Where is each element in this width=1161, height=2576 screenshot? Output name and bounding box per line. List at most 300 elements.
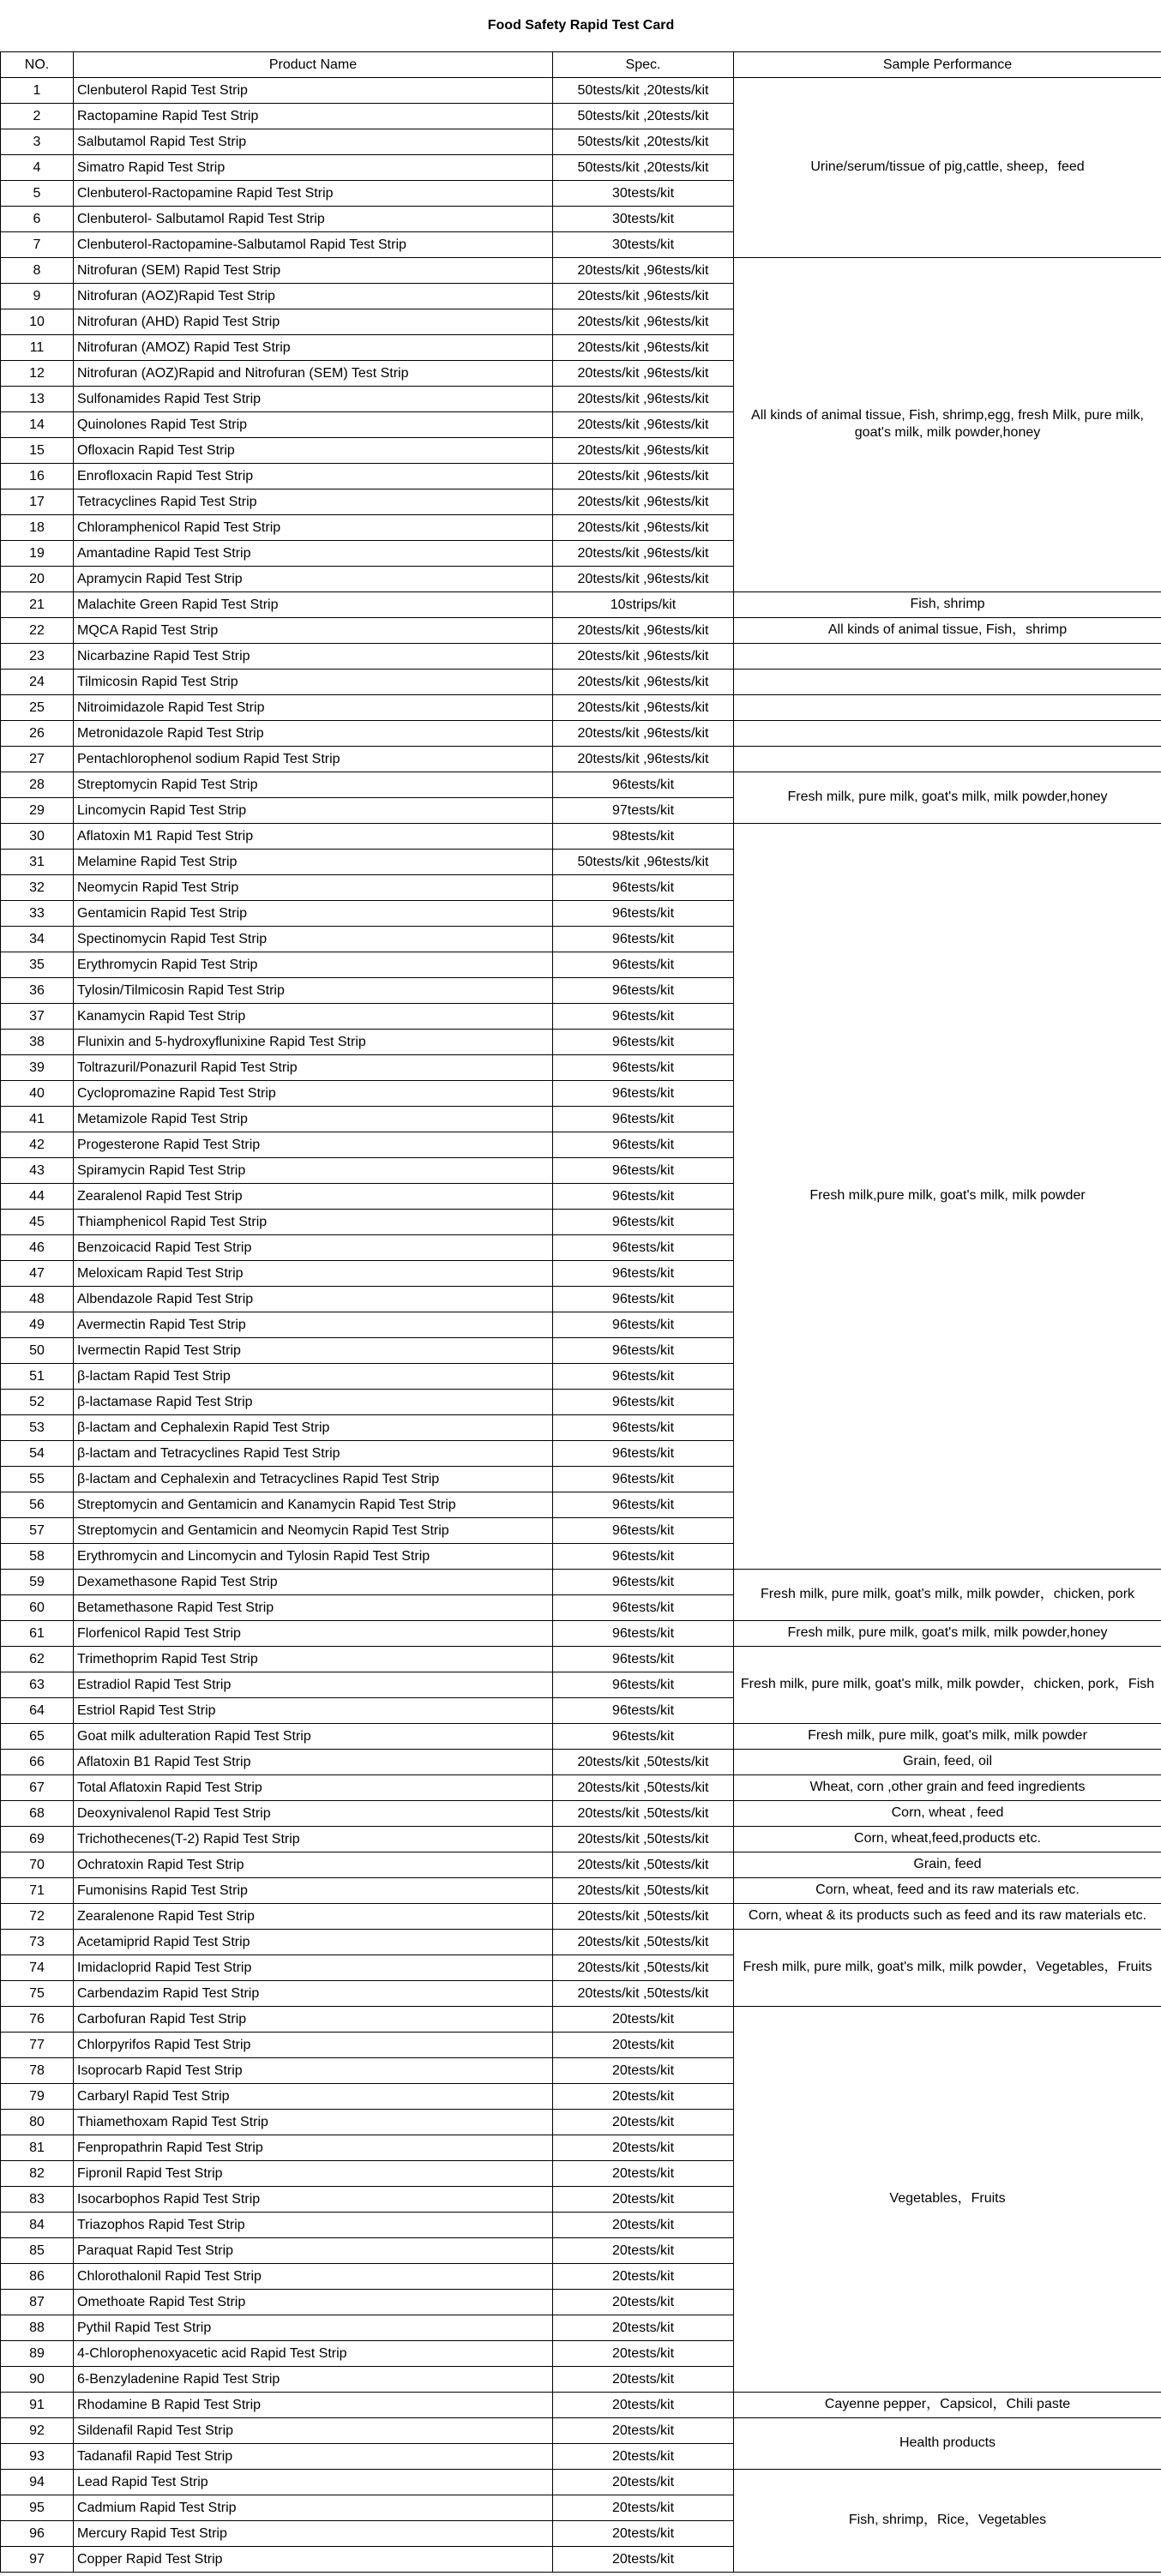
product-name: MQCA Rapid Test Strip: [74, 617, 553, 643]
product-name: Quinolones Rapid Test Strip: [74, 411, 553, 437]
product-no: 48: [1, 1286, 74, 1312]
product-spec: 96tests/kit: [553, 1234, 734, 1260]
product-spec: 20tests/kit: [553, 2212, 734, 2237]
product-no: 91: [1, 2392, 74, 2417]
product-spec: 20tests/kit: [553, 2057, 734, 2083]
product-name: Toltrazuril/Ponazuril Rapid Test Strip: [74, 1054, 553, 1080]
product-spec: 50tests/kit ,20tests/kit: [553, 77, 734, 103]
product-no: 44: [1, 1183, 74, 1209]
product-spec: 20tests/kit: [553, 2160, 734, 2186]
product-no: 6: [1, 206, 74, 231]
product-no: 25: [1, 694, 74, 720]
product-name: Thiamphenicol Rapid Test Strip: [74, 1209, 553, 1234]
table-row: [1, 2417, 1161, 2443]
sample-performance: Corn, wheat , feed: [734, 1800, 1161, 1826]
product-no: 41: [1, 1106, 74, 1132]
product-name: β-lactam and Cephalexin Rapid Test Strip: [74, 1414, 553, 1440]
product-name: Nitrofuran (AOZ)Rapid and Nitrofuran (SEM) Test Strip: [74, 360, 553, 386]
sample-performance: All kinds of animal tissue, Fish, shrimp,egg, fresh Milk, pure milk, goat's milk, milk powder,honey: [734, 257, 1161, 591]
product-no: 26: [1, 720, 74, 746]
title-row: [1, 0, 1161, 51]
product-name: Tylosin/Tilmicosin Rapid Test Strip: [74, 977, 553, 1003]
product-no: 82: [1, 2160, 74, 2186]
product-spec: 96tests/kit: [553, 1080, 734, 1106]
product-name: Lincomycin Rapid Test Strip: [74, 797, 553, 823]
product-no: 19: [1, 540, 74, 566]
product-name: Isocarbophos Rapid Test Strip: [74, 2186, 553, 2212]
product-spec: 96tests/kit: [553, 1132, 734, 1157]
product-name: Paraquat Rapid Test Strip: [74, 2237, 553, 2263]
product-name: Clenbuterol- Salbutamol Rapid Test Strip: [74, 206, 553, 231]
product-name: Albendazole Rapid Test Strip: [74, 1286, 553, 1312]
product-name: Imidacloprid Rapid Test Strip: [74, 1955, 553, 1980]
product-name: Metronidazole Rapid Test Strip: [74, 720, 553, 746]
product-spec: 20tests/kit ,96tests/kit: [553, 411, 734, 437]
sample-performance: Fish, shrimp，Rice，Vegetables: [734, 2469, 1161, 2572]
sample-performance: Fresh milk, pure milk, goat's milk, milk powder: [734, 1723, 1161, 1749]
product-name: Melamine Rapid Test Strip: [74, 849, 553, 874]
product-spec: 96tests/kit: [553, 1389, 734, 1414]
table-row: [1, 617, 1161, 643]
product-name: Erythromycin Rapid Test Strip: [74, 952, 553, 977]
product-name: Thiamethoxam Rapid Test Strip: [74, 2109, 553, 2135]
product-name: Lead Rapid Test Strip: [74, 2469, 553, 2495]
product-spec: 20tests/kit: [553, 2520, 734, 2546]
sample-performance: Vegetables，Fruits: [734, 2006, 1161, 2392]
product-no: 30: [1, 823, 74, 849]
product-no: 51: [1, 1363, 74, 1389]
product-name: Cadmium Rapid Test Strip: [74, 2495, 553, 2520]
product-no: 57: [1, 1517, 74, 1543]
product-spec: 30tests/kit: [553, 206, 734, 231]
product-spec: 96tests/kit: [553, 1029, 734, 1054]
product-no: 5: [1, 180, 74, 206]
product-no: 34: [1, 926, 74, 952]
product-name: 4-Chlorophenoxyacetic acid Rapid Test Strip: [74, 2340, 553, 2366]
product-no: 36: [1, 977, 74, 1003]
product-no: 52: [1, 1389, 74, 1414]
product-no: 24: [1, 669, 74, 694]
product-spec: 20tests/kit ,50tests/kit: [553, 1955, 734, 1980]
product-spec: 20tests/kit: [553, 2443, 734, 2469]
product-no: 28: [1, 772, 74, 797]
product-spec: 96tests/kit: [553, 952, 734, 977]
product-spec: 50tests/kit ,20tests/kit: [553, 103, 734, 129]
product-no: 53: [1, 1414, 74, 1440]
table-row: [1, 1800, 1161, 1826]
product-spec: 20tests/kit ,50tests/kit: [553, 1826, 734, 1852]
product-no: 12: [1, 360, 74, 386]
product-spec: 20tests/kit ,96tests/kit: [553, 309, 734, 334]
product-no: 40: [1, 1080, 74, 1106]
product-name: Cyclopromazine Rapid Test Strip: [74, 1080, 553, 1106]
product-no: 42: [1, 1132, 74, 1157]
product-name: β-lactamase Rapid Test Strip: [74, 1389, 553, 1414]
product-spec: 96tests/kit: [553, 1414, 734, 1440]
product-spec: 20tests/kit ,96tests/kit: [553, 720, 734, 746]
product-spec: 96tests/kit: [553, 1492, 734, 1517]
product-spec: 20tests/kit ,96tests/kit: [553, 617, 734, 643]
product-spec: 96tests/kit: [553, 1672, 734, 1697]
product-spec: 96tests/kit: [553, 1646, 734, 1672]
product-spec: 96tests/kit: [553, 900, 734, 926]
product-no: 22: [1, 617, 74, 643]
product-name: Zearalenol Rapid Test Strip: [74, 1183, 553, 1209]
product-name: Pythil Rapid Test Strip: [74, 2315, 553, 2340]
product-no: 9: [1, 283, 74, 309]
product-spec: 96tests/kit: [553, 1312, 734, 1337]
product-spec: 20tests/kit: [553, 2289, 734, 2315]
table-row: [1, 77, 1161, 103]
product-no: 56: [1, 1492, 74, 1517]
sample-performance: All kinds of animal tissue, Fish，shrimp: [734, 617, 1161, 643]
product-no: 4: [1, 154, 74, 180]
header-sample-performance: Sample Performance: [734, 51, 1161, 77]
product-name: Fipronil Rapid Test Strip: [74, 2160, 553, 2186]
product-name: Nitrofuran (AHD) Rapid Test Strip: [74, 309, 553, 334]
product-spec: 96tests/kit: [553, 1620, 734, 1646]
product-spec: 20tests/kit ,50tests/kit: [553, 1800, 734, 1826]
product-spec: 20tests/kit ,96tests/kit: [553, 257, 734, 283]
product-spec: 96tests/kit: [553, 1363, 734, 1389]
product-spec: 10strips/kit: [553, 591, 734, 617]
product-name: Tilmicosin Rapid Test Strip: [74, 669, 553, 694]
product-name: Clenbuterol-Ractopamine Rapid Test Strip: [74, 180, 553, 206]
product-name: Erythromycin and Lincomycin and Tylosin Rapid Test Strip: [74, 1543, 553, 1569]
product-name: Estradiol Rapid Test Strip: [74, 1672, 553, 1697]
product-no: 74: [1, 1955, 74, 1980]
product-spec: 96tests/kit: [553, 1337, 734, 1363]
product-no: 55: [1, 1466, 74, 1492]
product-name: Spectinomycin Rapid Test Strip: [74, 926, 553, 952]
product-name: Goat milk adulteration Rapid Test Strip: [74, 1723, 553, 1749]
header-no: NO.: [1, 51, 74, 77]
product-no: 49: [1, 1312, 74, 1337]
product-no: 60: [1, 1594, 74, 1620]
sample-performance: [734, 746, 1161, 772]
product-spec: 20tests/kit ,50tests/kit: [553, 1877, 734, 1903]
product-no: 14: [1, 411, 74, 437]
product-name: Ractopamine Rapid Test Strip: [74, 103, 553, 129]
product-name: Tetracyclines Rapid Test Strip: [74, 489, 553, 514]
product-no: 1: [1, 77, 74, 103]
product-no: 81: [1, 2135, 74, 2160]
product-spec: 20tests/kit ,96tests/kit: [553, 386, 734, 411]
product-no: 84: [1, 2212, 74, 2237]
product-no: 80: [1, 2109, 74, 2135]
product-no: 92: [1, 2417, 74, 2443]
table-row: [1, 257, 1161, 283]
product-no: 76: [1, 2006, 74, 2032]
product-no: 86: [1, 2263, 74, 2289]
product-name: Carbofuran Rapid Test Strip: [74, 2006, 553, 2032]
product-name: Progesterone Rapid Test Strip: [74, 1132, 553, 1157]
product-no: 45: [1, 1209, 74, 1234]
table-row: [1, 591, 1161, 617]
product-name: Nitrofuran (SEM) Rapid Test Strip: [74, 257, 553, 283]
product-no: 59: [1, 1569, 74, 1594]
product-spec: 96tests/kit: [553, 1054, 734, 1080]
product-spec: 20tests/kit: [553, 2366, 734, 2392]
product-name: Carbendazim Rapid Test Strip: [74, 1980, 553, 2006]
product-spec: 20tests/kit ,96tests/kit: [553, 283, 734, 309]
product-name: Salbutamol Rapid Test Strip: [74, 129, 553, 154]
product-name: Chlorothalonil Rapid Test Strip: [74, 2263, 553, 2289]
product-no: 96: [1, 2520, 74, 2546]
product-no: 75: [1, 1980, 74, 2006]
product-name: Chlorpyrifos Rapid Test Strip: [74, 2032, 553, 2057]
product-spec: 96tests/kit: [553, 1569, 734, 1594]
product-name: Carbaryl Rapid Test Strip: [74, 2083, 553, 2109]
product-no: 68: [1, 1800, 74, 1826]
product-spec: 96tests/kit: [553, 1209, 734, 1234]
product-name: Copper Rapid Test Strip: [74, 2546, 553, 2572]
sample-performance: Fresh milk,pure milk, goat's milk, milk powder: [734, 823, 1161, 1569]
product-name: β-lactam and Cephalexin and Tetracyclines Rapid Test Strip: [74, 1466, 553, 1492]
product-spec: 20tests/kit: [553, 2032, 734, 2057]
product-no: 66: [1, 1749, 74, 1774]
product-name: Acetamiprid Rapid Test Strip: [74, 1929, 553, 1955]
product-spec: 20tests/kit: [553, 2135, 734, 2160]
product-name: Streptomycin Rapid Test Strip: [74, 772, 553, 797]
product-name: Omethoate Rapid Test Strip: [74, 2289, 553, 2315]
product-name: Enrofloxacin Rapid Test Strip: [74, 463, 553, 489]
product-spec: 20tests/kit ,96tests/kit: [553, 437, 734, 463]
product-name: Avermectin Rapid Test Strip: [74, 1312, 553, 1337]
product-no: 27: [1, 746, 74, 772]
product-no: 47: [1, 1260, 74, 1286]
product-no: 21: [1, 591, 74, 617]
product-name: Nitroimidazole Rapid Test Strip: [74, 694, 553, 720]
product-spec: 20tests/kit: [553, 2263, 734, 2289]
product-name: Neomycin Rapid Test Strip: [74, 874, 553, 900]
product-name: Nitrofuran (AOZ)Rapid Test Strip: [74, 283, 553, 309]
product-spec: 50tests/kit ,96tests/kit: [553, 849, 734, 874]
product-name: Trimethoprim Rapid Test Strip: [74, 1646, 553, 1672]
product-spec: 96tests/kit: [553, 874, 734, 900]
product-spec: 96tests/kit: [553, 1723, 734, 1749]
product-no: 38: [1, 1029, 74, 1054]
product-name: Betamethasone Rapid Test Strip: [74, 1594, 553, 1620]
table-row: [1, 1646, 1161, 1672]
product-name: Zearalenone Rapid Test Strip: [74, 1903, 553, 1929]
product-no: 73: [1, 1929, 74, 1955]
product-no: 97: [1, 2546, 74, 2572]
sample-performance: Health products: [734, 2417, 1161, 2469]
sample-performance: Fresh milk, pure milk, goat's milk, milk powder，Vegetables，Fruits: [734, 1929, 1161, 2006]
sample-performance: Corn, wheat,feed,products etc.: [734, 1826, 1161, 1852]
product-spec: 20tests/kit ,96tests/kit: [553, 669, 734, 694]
sample-performance: Fresh milk, pure milk, goat's milk, milk powder,honey: [734, 772, 1161, 823]
product-no: 15: [1, 437, 74, 463]
product-name: Ochratoxin Rapid Test Strip: [74, 1852, 553, 1877]
product-no: 18: [1, 514, 74, 540]
sample-performance: Fresh milk, pure milk, goat's milk, milk powder，chicken, pork，Fish: [734, 1646, 1161, 1723]
product-no: 16: [1, 463, 74, 489]
product-spec: 96tests/kit: [553, 772, 734, 797]
product-name: 6-Benzyladenine Rapid Test Strip: [74, 2366, 553, 2392]
product-spec: 20tests/kit: [553, 2315, 734, 2340]
table-row: [1, 1569, 1161, 1594]
product-spec: 20tests/kit: [553, 2186, 734, 2212]
product-name: Mercury Rapid Test Strip: [74, 2520, 553, 2546]
product-no: 88: [1, 2315, 74, 2340]
product-no: 62: [1, 1646, 74, 1672]
product-spec: 20tests/kit ,50tests/kit: [553, 1903, 734, 1929]
sample-performance: Grain, feed: [734, 1852, 1161, 1877]
header-product-name: Product Name: [74, 51, 553, 77]
product-spec: 20tests/kit: [553, 2083, 734, 2109]
product-name: Streptomycin and Gentamicin and Neomycin Rapid Test Strip: [74, 1517, 553, 1543]
product-name: Gentamicin Rapid Test Strip: [74, 900, 553, 926]
product-name: Flunixin and 5-hydroxyflunixine Rapid Test Strip: [74, 1029, 553, 1054]
product-name: Chloramphenicol Rapid Test Strip: [74, 514, 553, 540]
product-spec: 98tests/kit: [553, 823, 734, 849]
product-spec: 96tests/kit: [553, 1440, 734, 1466]
sample-performance: Grain, feed, oil: [734, 1749, 1161, 1774]
product-no: 37: [1, 1003, 74, 1029]
product-no: 7: [1, 231, 74, 257]
product-no: 32: [1, 874, 74, 900]
product-no: 17: [1, 489, 74, 514]
product-spec: 96tests/kit: [553, 1517, 734, 1543]
product-name: Triazophos Rapid Test Strip: [74, 2212, 553, 2237]
product-spec: 96tests/kit: [553, 1286, 734, 1312]
product-spec: 20tests/kit ,96tests/kit: [553, 514, 734, 540]
product-spec: 50tests/kit ,20tests/kit: [553, 129, 734, 154]
sample-performance: [734, 720, 1161, 746]
product-spec: 20tests/kit ,50tests/kit: [553, 1929, 734, 1955]
product-name: Amantadine Rapid Test Strip: [74, 540, 553, 566]
product-name: Aflatoxin B1 Rapid Test Strip: [74, 1749, 553, 1774]
product-no: 87: [1, 2289, 74, 2315]
product-name: Nitrofuran (AMOZ) Rapid Test Strip: [74, 334, 553, 360]
table-row: [1, 1620, 1161, 1646]
product-spec: 96tests/kit: [553, 1260, 734, 1286]
product-no: 85: [1, 2237, 74, 2263]
product-spec: 20tests/kit ,96tests/kit: [553, 334, 734, 360]
product-no: 31: [1, 849, 74, 874]
product-no: 89: [1, 2340, 74, 2366]
product-no: 13: [1, 386, 74, 411]
sample-performance: Corn, wheat & its products such as feed and its raw materials etc.: [734, 1903, 1161, 1929]
product-no: 69: [1, 1826, 74, 1852]
product-name: Dexamethasone Rapid Test Strip: [74, 1569, 553, 1594]
table-row: [1, 2469, 1161, 2495]
product-name: Spiramycin Rapid Test Strip: [74, 1157, 553, 1183]
product-name: Ofloxacin Rapid Test Strip: [74, 437, 553, 463]
table-row: [1, 1723, 1161, 1749]
product-spec: 20tests/kit ,96tests/kit: [553, 566, 734, 591]
product-no: 67: [1, 1774, 74, 1800]
product-spec: 20tests/kit: [553, 2417, 734, 2443]
product-no: 64: [1, 1697, 74, 1723]
product-no: 72: [1, 1903, 74, 1929]
product-spec: 50tests/kit ,20tests/kit: [553, 154, 734, 180]
product-name: Total Aflatoxin Rapid Test Strip: [74, 1774, 553, 1800]
table-row: [1, 720, 1161, 746]
product-no: 2: [1, 103, 74, 129]
product-spec: 20tests/kit: [553, 2340, 734, 2366]
product-spec: 20tests/kit ,50tests/kit: [553, 1980, 734, 2006]
table-row: [1, 1929, 1161, 1955]
table-row: [1, 1749, 1161, 1774]
product-spec: 96tests/kit: [553, 977, 734, 1003]
product-spec: 20tests/kit: [553, 2469, 734, 2495]
product-spec: 96tests/kit: [553, 1697, 734, 1723]
table-row: [1, 772, 1161, 797]
product-name: Clenbuterol Rapid Test Strip: [74, 77, 553, 103]
product-name: Aflatoxin M1 Rapid Test Strip: [74, 823, 553, 849]
product-no: 61: [1, 1620, 74, 1646]
product-name: β-lactam Rapid Test Strip: [74, 1363, 553, 1389]
product-spec: 96tests/kit: [553, 1106, 734, 1132]
product-spec: 30tests/kit: [553, 231, 734, 257]
product-spec: 96tests/kit: [553, 1466, 734, 1492]
product-name: Apramycin Rapid Test Strip: [74, 566, 553, 591]
sample-performance: [734, 694, 1161, 720]
product-no: 11: [1, 334, 74, 360]
product-name: Fumonisins Rapid Test Strip: [74, 1877, 553, 1903]
table-title: Food Safety Rapid Test Card: [1, 0, 1161, 51]
product-name: Meloxicam Rapid Test Strip: [74, 1260, 553, 1286]
product-no: 71: [1, 1877, 74, 1903]
product-name: Ivermectin Rapid Test Strip: [74, 1337, 553, 1363]
product-name: Isoprocarb Rapid Test Strip: [74, 2057, 553, 2083]
product-name: Kanamycin Rapid Test Strip: [74, 1003, 553, 1029]
product-name: Florfenicol Rapid Test Strip: [74, 1620, 553, 1646]
sample-performance: Fresh milk, pure milk, goat's milk, milk powder,honey: [734, 1620, 1161, 1646]
product-spec: 20tests/kit: [553, 2495, 734, 2520]
sample-performance: Wheat, corn ,other grain and feed ingredients: [734, 1774, 1161, 1800]
product-spec: 20tests/kit ,50tests/kit: [553, 1774, 734, 1800]
table-row: [1, 1826, 1161, 1852]
product-spec: 96tests/kit: [553, 1003, 734, 1029]
product-no: 8: [1, 257, 74, 283]
product-spec: 20tests/kit ,96tests/kit: [553, 746, 734, 772]
sample-performance: Cayenne pepper，Capsicol，Chili paste: [734, 2392, 1161, 2417]
product-name: Estriol Rapid Test Strip: [74, 1697, 553, 1723]
product-no: 10: [1, 309, 74, 334]
product-no: 43: [1, 1157, 74, 1183]
product-name: Trichothecenes(T-2) Rapid Test Strip: [74, 1826, 553, 1852]
table-row: [1, 823, 1161, 849]
product-no: 79: [1, 2083, 74, 2109]
product-no: 95: [1, 2495, 74, 2520]
product-spec: 20tests/kit ,96tests/kit: [553, 643, 734, 669]
product-no: 70: [1, 1852, 74, 1877]
product-spec: 20tests/kit ,96tests/kit: [553, 694, 734, 720]
product-no: 20: [1, 566, 74, 591]
product-no: 63: [1, 1672, 74, 1697]
product-name: Malachite Green Rapid Test Strip: [74, 591, 553, 617]
header-row: [1, 51, 1161, 77]
product-name: Sildenafil Rapid Test Strip: [74, 2417, 553, 2443]
product-no: 78: [1, 2057, 74, 2083]
sample-performance: [734, 643, 1161, 669]
table-row: [1, 1774, 1161, 1800]
product-spec: 20tests/kit ,96tests/kit: [553, 540, 734, 566]
product-name: Pentachlorophenol sodium Rapid Test Strip: [74, 746, 553, 772]
table-row: [1, 2006, 1161, 2032]
table-row: [1, 643, 1161, 669]
product-no: 3: [1, 129, 74, 154]
product-name: β-lactam and Tetracyclines Rapid Test Strip: [74, 1440, 553, 1466]
product-no: 23: [1, 643, 74, 669]
product-no: 94: [1, 2469, 74, 2495]
sample-performance: Corn, wheat, feed and its raw materials etc.: [734, 1877, 1161, 1903]
sample-performance: [734, 669, 1161, 694]
